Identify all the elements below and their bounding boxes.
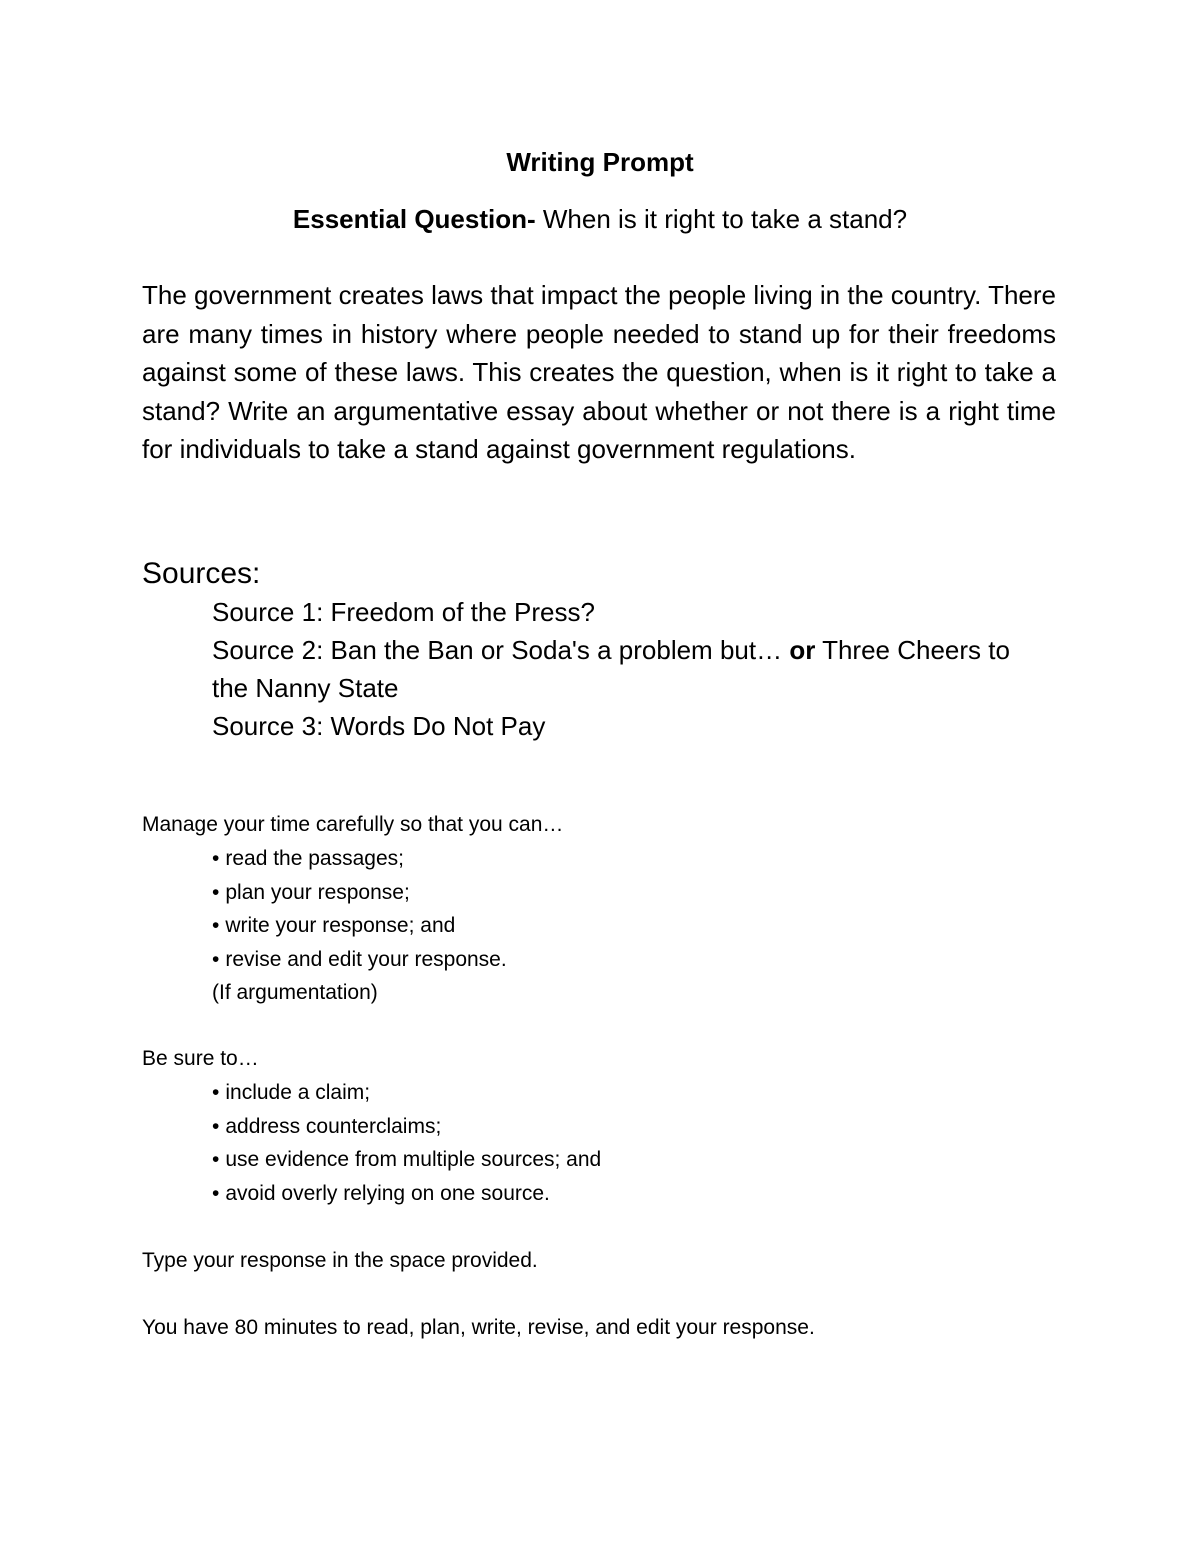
list-item: • avoid overly relying on one source. <box>212 1181 550 1205</box>
time-limit-instruction: You have 80 minutes to read, plan, write, revise, and edit your response. <box>142 1316 815 1339</box>
intro-paragraph: The government creates laws that impact the people living in the country. There are many times in history where people needed to stand up for their freedoms against some of these laws. This creates the question, when is it right to take a stand? Write an argumentative essay about whether or not there is a right time for individuals to take a stand against government regulations. <box>142 280 1056 464</box>
page-title: Writing Prompt <box>506 147 694 177</box>
be-sure-label: Be sure to… <box>142 1047 259 1070</box>
list-item: • write your response; and <box>212 914 456 937</box>
sources-heading: Sources: <box>142 557 261 590</box>
bullet-icon: • <box>212 1081 220 1104</box>
list-note: (If argumentation) <box>212 981 378 1004</box>
sources-list <box>212 593 1052 745</box>
source-text: Three Cheers to the Nanny State <box>212 635 1010 703</box>
source-item: Source 1: Freedom of the Press? <box>212 597 595 627</box>
list-item: • plan your response; <box>212 880 410 904</box>
manage-time-list <box>212 842 507 1010</box>
bullet-icon: • <box>212 1114 220 1138</box>
essential-question-text: When is it right to take a stand? <box>535 204 908 234</box>
bullet-icon: • <box>212 847 220 870</box>
bullet-icon: • <box>212 1181 220 1205</box>
list-item: • address counterclaims; <box>212 1114 442 1138</box>
source-text: Source 2: Ban the Ban or Soda's a problem but… <box>212 635 790 665</box>
source-connector: or <box>789 635 816 665</box>
bullet-icon: • <box>212 1148 220 1171</box>
type-response-instruction: Type your response in the space provided. <box>142 1249 538 1272</box>
be-sure-list <box>212 1076 601 1210</box>
bullet-icon: • <box>212 880 220 904</box>
manage-time-label: Manage your time carefully so that you can… <box>142 813 564 836</box>
list-item: • revise and edit your response. <box>212 947 507 971</box>
source-item <box>212 631 1052 707</box>
essential-question <box>0 200 1200 238</box>
bullet-icon: • <box>212 947 220 971</box>
bullet-icon: • <box>212 914 220 937</box>
list-item: • include a claim; <box>212 1081 371 1104</box>
list-item: • read the passages; <box>212 847 404 870</box>
essential-question-label: Essential Question- <box>292 204 536 234</box>
source-item: Source 3: Words Do Not Pay <box>212 711 546 741</box>
list-item: • use evidence from multiple sources; and <box>212 1148 602 1171</box>
